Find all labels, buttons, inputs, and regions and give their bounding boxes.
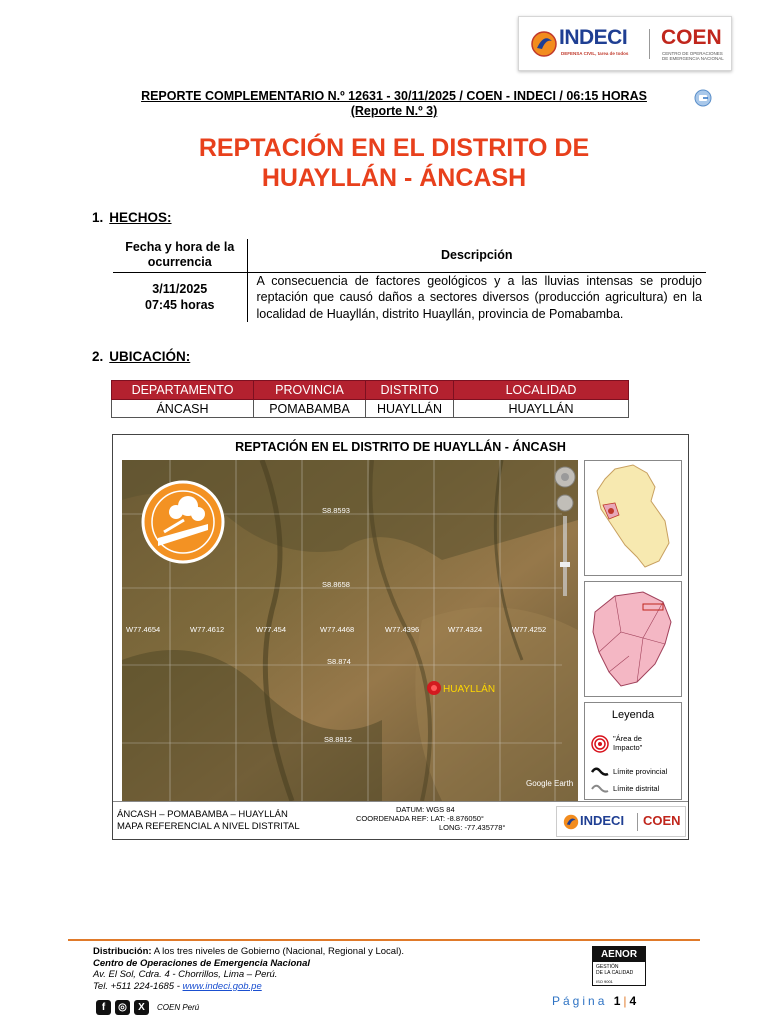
legend-label: "Área de Impacto"	[613, 734, 643, 752]
lat-label: S8.8593	[322, 506, 350, 515]
lat-label: S8.8658	[322, 580, 350, 589]
legend-item-impact-area	[591, 734, 643, 755]
legend-item-district-limit	[591, 783, 660, 795]
location-table	[111, 380, 629, 418]
aenor-line: ISO 9001	[596, 979, 613, 984]
place-label-huayllan: HUAYLLÁN	[443, 684, 496, 695]
contact-line	[93, 981, 404, 993]
indeci-logo-text: INDECI	[580, 813, 625, 828]
map-legend	[584, 702, 682, 800]
table-row	[112, 400, 629, 418]
column-header-provincia: PROVINCIA	[254, 381, 366, 400]
lat-label: S8.874	[327, 657, 351, 666]
distribution-line	[93, 946, 404, 958]
map-title: REPTACIÓN EN EL DISTRITO DE HUAYLLÁN - ÁNCASH	[235, 440, 566, 454]
occurrence-time: 07:45 horas	[145, 298, 215, 313]
inset-map-ancash	[584, 581, 682, 697]
website-link[interactable]: www.indeci.gob.pe	[182, 980, 262, 992]
footer-divider	[68, 939, 700, 941]
section-number: 2.	[92, 349, 104, 364]
indeci-emblem-icon	[531, 29, 557, 59]
datum-text: DATUM: WGS 84	[396, 805, 455, 814]
logo-divider	[649, 29, 650, 59]
page-title	[96, 133, 692, 193]
legend-label: Límite distrital	[613, 784, 660, 793]
creep-hazard-icon	[143, 482, 223, 562]
map-scope-line: MAPA REFERENCIAL A NIVEL DISTRITAL	[117, 821, 300, 832]
indeci-emblem-icon	[563, 813, 579, 831]
lon-label: W77.4468	[320, 625, 355, 634]
column-header-departamento: DEPARTAMENTO	[112, 381, 254, 400]
report-sequence-line: (Reporte N.º 3)	[350, 104, 438, 118]
lat-value: -8.876050°	[447, 814, 484, 823]
center-name: Centro de Operaciones de Emergencia Nacional	[93, 957, 310, 969]
logo-divider	[637, 813, 638, 831]
coen-logo-text: COEN	[661, 26, 722, 49]
lat-label: S8.8812	[324, 735, 352, 744]
long-value: -77.435778°	[464, 823, 506, 832]
page-title-line-2: HUAYLLÁN - ÁNCASH	[261, 164, 527, 192]
section-title: UBICACIÓN:	[109, 349, 191, 364]
section-heading-ubicacion	[92, 349, 190, 364]
map-coordinates	[356, 805, 505, 832]
lon-label: W77.4654	[126, 625, 161, 634]
coen-logo-text: COEN	[643, 813, 681, 828]
lon-label: W77.454	[256, 625, 287, 634]
facebook-icon[interactable]: f	[96, 1000, 111, 1015]
provincia-cell: POMABAMBA	[254, 400, 366, 418]
peru-outline-map	[585, 461, 681, 575]
map-location-caption	[117, 809, 300, 833]
legend-label: Límite provincial	[613, 767, 668, 776]
date-cell	[113, 272, 247, 322]
satellite-map[interactable]	[122, 460, 578, 801]
aenor-line: DE LA CALIDAD	[596, 970, 634, 976]
page-total: 4	[629, 994, 640, 1008]
occurrence-date: 3/11/2025	[152, 282, 208, 297]
map-location-line: ÁNCASH – POMABAMBA – HUAYLLÁN	[117, 809, 288, 820]
map-footer-logo	[556, 806, 686, 837]
lon-label: W77.4324	[448, 625, 483, 634]
phone: Tel. +511 224-1685 -	[93, 980, 183, 992]
inset-map-peru	[584, 460, 682, 576]
coordinate-long-line	[356, 823, 505, 832]
address: Av. El Sol, Cdra. 4 - Chorrillos, Lima – Perú.	[93, 969, 278, 980]
lon-label: W77.4612	[190, 625, 225, 634]
header-logo-block	[518, 16, 732, 71]
legend-item-provincial-limit	[591, 766, 668, 778]
table-row	[113, 272, 706, 322]
table-header-row	[112, 381, 629, 400]
coordinate-lat-line	[356, 814, 505, 823]
aenor-line: GESTIÓN	[596, 964, 619, 970]
aenor-certification-badge	[592, 946, 646, 986]
map-footer	[113, 801, 688, 840]
impact-area-icon	[591, 735, 609, 753]
page-current: 1	[613, 994, 624, 1008]
social-handle: COEN Perú	[157, 1002, 200, 1012]
section-title: HECHOS:	[109, 210, 172, 225]
legend-title: Leyenda	[611, 709, 655, 721]
column-header-localidad: LOCALIDAD	[454, 381, 629, 400]
distribution-text: A los tres niveles de Gobierno (Nacional, Regional y Local).	[151, 946, 405, 957]
report-header	[96, 89, 692, 119]
impact-area-marker[interactable]	[427, 681, 441, 695]
aenor-logo-text: AENOR	[593, 947, 645, 962]
localidad-cell: HUAYLLÁN	[454, 400, 629, 418]
x-twitter-icon[interactable]: X	[134, 1000, 149, 1015]
instagram-icon[interactable]: ◎	[115, 1000, 130, 1015]
page-indicator: Página 1|4	[552, 994, 640, 1008]
departamento-cell: ÁNCASH	[112, 400, 254, 418]
long-label: LONG:	[439, 823, 463, 832]
lon-label: W77.4396	[385, 625, 420, 634]
indeci-logo-text: INDECI	[559, 26, 628, 49]
coord-ref-label: COORDENADA REF: LAT:	[356, 814, 446, 823]
column-header-description: Descripción	[247, 239, 706, 272]
coen-tagline: CENTRO DE OPERACIONES DE EMERGENCIA NACIONAL	[662, 51, 724, 61]
page-title-line-1: REPTACIÓN EN EL DISTRITO DE	[198, 134, 590, 162]
distrito-cell: HUAYLLÁN	[366, 400, 454, 418]
district-limit-line-icon	[591, 783, 609, 793]
map-card	[112, 434, 689, 840]
section-number: 1.	[92, 210, 104, 225]
report-number-line: REPORTE COMPLEMENTARIO N.º 12631 - 30/11/2025 / COEN - INDECI / 06:15 HORAS	[141, 89, 647, 103]
page-word: Página	[552, 994, 608, 1008]
hechos-table	[113, 239, 706, 322]
indeci-tagline: DEFENSA CIVIL, tarea de todos	[561, 51, 629, 56]
section-heading-hechos	[92, 210, 172, 225]
ancash-provinces-map	[585, 582, 681, 696]
distribution-info	[93, 946, 404, 992]
provincial-limit-line-icon	[591, 766, 609, 776]
table-header-row	[113, 239, 706, 272]
distribution-label: Distribución:	[93, 946, 152, 957]
column-header-distrito: DISTRITO	[366, 381, 454, 400]
social-links	[96, 998, 199, 1016]
google-earth-watermark: Google Earth	[526, 779, 574, 788]
description-cell: A consecuencia de factores geológicos y a las lluvias intensas se produjo reptación que causó daños a sectores diversos (producción agricultura) en la localidad de Huayllán, distrito Huayllán, provincia de Pomabamba.	[256, 273, 702, 321]
share-icon[interactable]	[694, 89, 712, 107]
column-header-date: Fecha y hora de la ocurrencia	[113, 239, 247, 272]
lon-label: W77.4252	[512, 625, 547, 634]
